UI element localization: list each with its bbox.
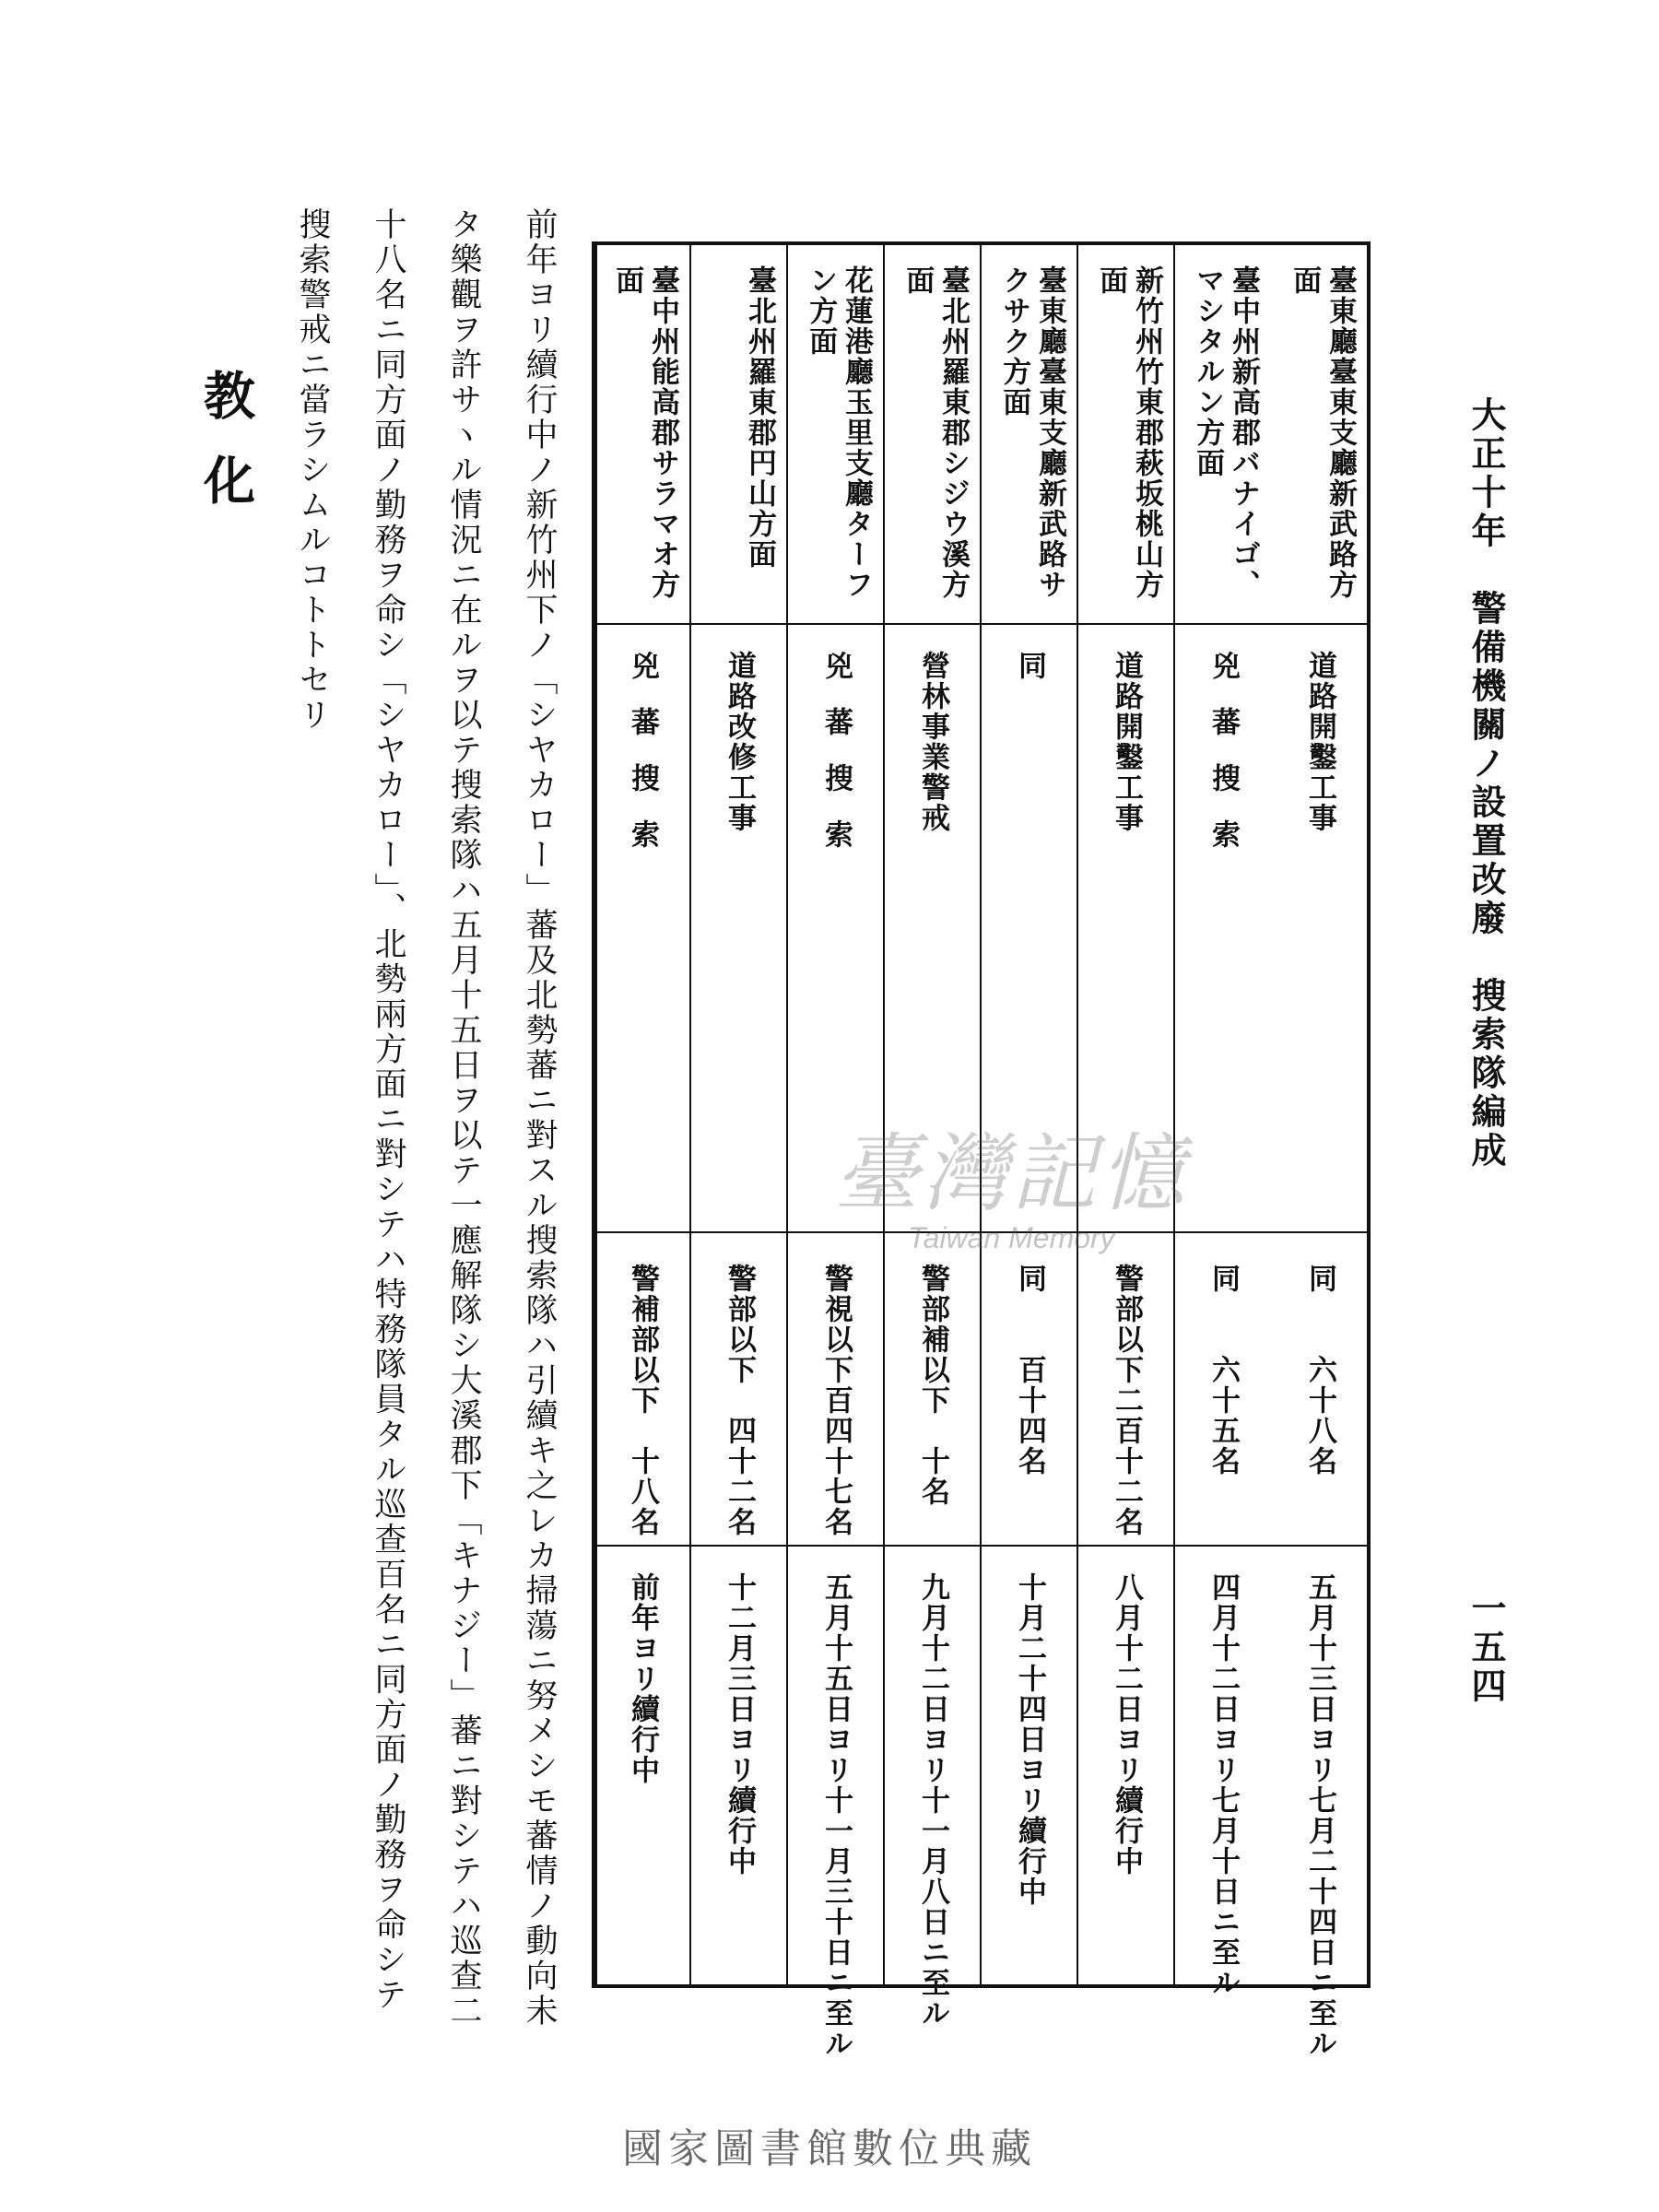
row-period: 五月十三日ヨリ七月二十四日ニ至ル (1303, 1572, 1336, 2059)
row-period: 五月十五日ヨリ十一月三十日ニ至ル (819, 1572, 853, 2059)
body-line: 十八名ニ同方面ノ勤務ヲ命シ「シヤカロー」、北勢兩方面ニ對シテハ特務隊員タル巡查百名ニ同方面ノ勤務ヲ命シテ (370, 207, 406, 2013)
row-location: 新竹州竹東郡萩坂桃山方面 (1094, 265, 1163, 600)
row-period: 前年ヨリ續行中 (626, 1572, 659, 1785)
row-task: 營林事業警戒 (916, 651, 949, 833)
row-period: 十月二十四日ヨリ續行中 (1013, 1572, 1046, 1907)
row-period: 四月十二日ヨリ七月十日ニ至ル (1206, 1572, 1240, 1998)
row-task: 道路改修工事 (723, 651, 756, 833)
header-era: 大正十年 (1465, 396, 1507, 551)
table-row (689, 245, 786, 1984)
row-task: 兇蕃搜索 (626, 651, 659, 876)
row-location: 臺北州羅東郡円山方面 (743, 265, 776, 570)
row-staff: 同 六十五名 (1206, 1264, 1240, 1477)
row-staff: 警部以下二百十二名 (1110, 1264, 1143, 1537)
row-staff: 警視以下百四十七名 (819, 1264, 853, 1537)
row-period: 八月十二日ヨリ續行中 (1110, 1572, 1143, 1877)
footer-credit: 國家圖書館數位典藏 (622, 2125, 1037, 2172)
row-location: 花蓮港廳玉里支廳ターフン方面 (804, 265, 873, 600)
row-task: 道路開鑿工事 (1303, 651, 1336, 833)
row-location: 臺北州羅東郡シジウ溪方面 (900, 265, 970, 600)
body-line: タ樂觀ヲ許サヽル情況ニ在ルヲ以テ搜索隊ハ五月十五日ヲ以テ一應解隊シ大溪郡下「キナジー」蕃ニ對シテハ巡查二 (445, 207, 482, 2029)
body-line: 前年ヨリ續行中ノ新竹州下ノ「シヤカロー」蕃及北勢蕃ニ對スル搜索隊ハ引續キ之レカ掃蕩ニ努メシモ蕃情ノ動向未 (521, 207, 558, 2029)
row-task: 同 (1013, 651, 1046, 681)
row-task: 道路開鑿工事 (1110, 651, 1143, 833)
row-location: 臺東廳臺東支廳新武路サクサク方面 (997, 265, 1066, 600)
row-staff: 警部補以下 十名 (916, 1264, 949, 1507)
section-title: 教化 (195, 369, 256, 538)
row-period: 九月十二日ヨリ十一月八日ニ至ル (916, 1572, 949, 2029)
row-task: 兇蕃搜索 (819, 651, 853, 876)
watermark: 臺灣記憶 (834, 1124, 1189, 1223)
body-line: 搜索警戒ニ當ラシムルコトトセリ (294, 207, 331, 733)
row-staff: 同 六十八名 (1303, 1264, 1336, 1477)
watermark-english: Taiwan Memory (908, 1221, 1115, 1254)
table-row (1270, 245, 1367, 2059)
row-staff: 警部以下 四十二名 (723, 1264, 756, 1537)
page-number: 一五四 (1465, 1590, 1507, 1706)
row-location: 臺中州新高郡バナイゴ、マシタルン方面 (1191, 265, 1260, 600)
row-location: 臺中州能高郡サラマオ方面 (610, 265, 679, 600)
row-period: 十二月三日ヨリ續行中 (723, 1572, 756, 1877)
table-row (595, 245, 689, 1984)
row-staff: 同 百十四名 (1013, 1264, 1046, 1477)
row-task: 兇蕃搜索 (1206, 651, 1240, 876)
header-title: 警備機關ノ設置改廢 搜索隊編成 (1465, 590, 1507, 1171)
row-staff: 警補部以下 十八名 (626, 1264, 659, 1537)
row-location: 臺東廳臺東支廳新武路方面 (1288, 265, 1357, 600)
